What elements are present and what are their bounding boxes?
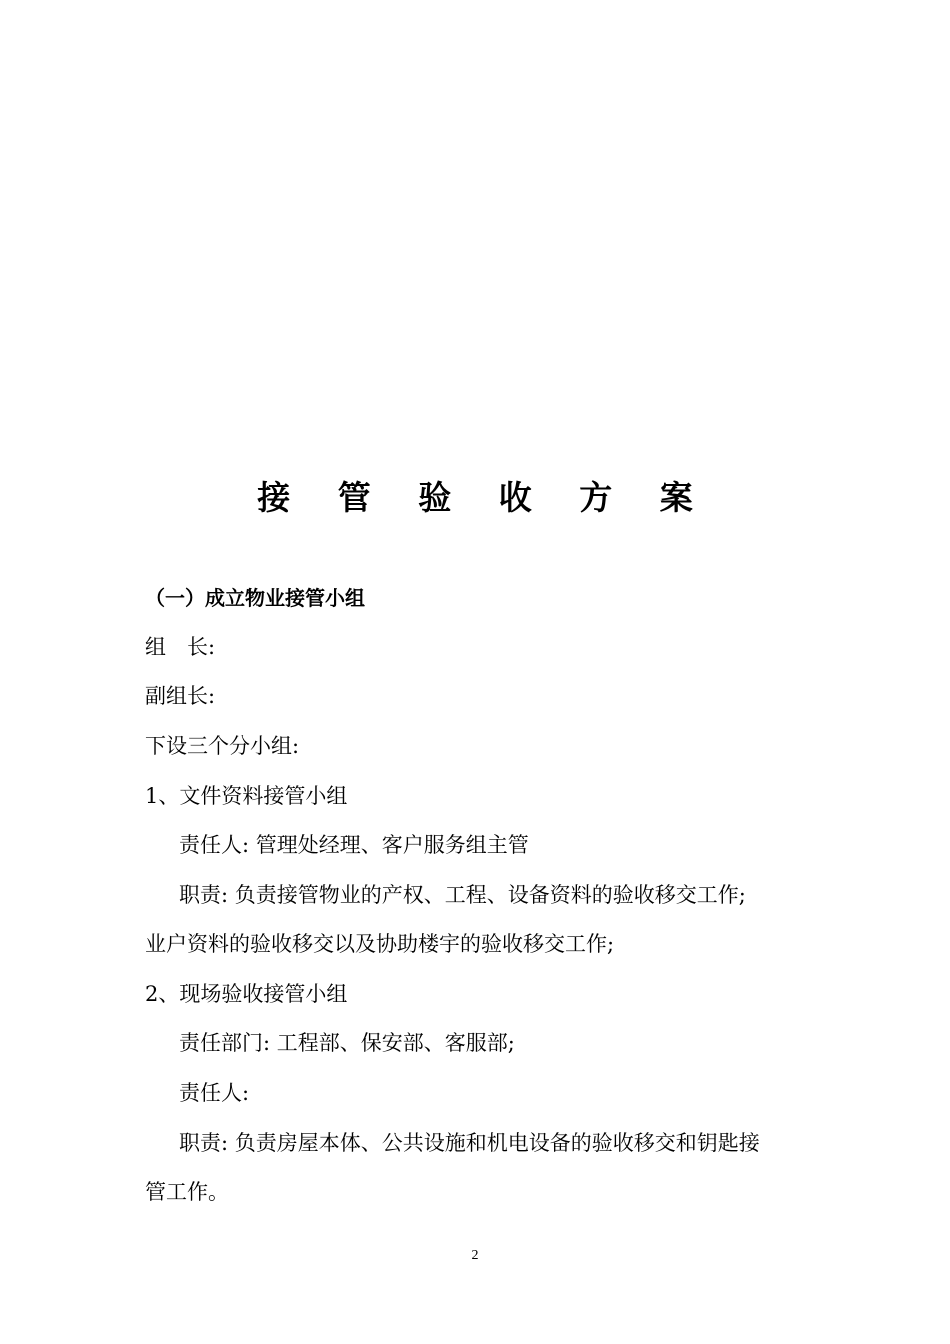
subgroup-1-responsible: 责任人: 管理处经理、客户服务组主管	[179, 833, 529, 857]
subgroup-1-duties: 职责: 负责接管物业的产权、工程、设备资料的验收移交工作;	[179, 883, 746, 907]
section-heading: （一）成立物业接管小组	[145, 586, 365, 610]
subgroups-intro-line: 下设三个分小组:	[145, 734, 300, 758]
page-number: 2	[471, 1248, 479, 1263]
subgroup-1-title: 1、文件资料接管小组	[145, 784, 348, 808]
group-leader-line: 组 长:	[145, 635, 216, 659]
subgroup-2-title: 2、现场验收接管小组	[145, 982, 348, 1006]
deputy-leader-line: 副组长:	[145, 684, 216, 708]
subgroup-2-duties-continued: 管工作。	[145, 1180, 229, 1204]
document-title: 接 管 验 收 方 案	[257, 478, 711, 517]
subgroup-2-departments: 责任部门: 工程部、保安部、客服部;	[179, 1031, 515, 1055]
subgroup-1-duties-continued: 业户资料的验收移交以及协助楼宇的验收移交工作;	[145, 932, 615, 956]
subgroup-2-duties: 职责: 负责房屋本体、公共设施和机电设备的验收移交和钥匙接	[179, 1131, 760, 1155]
subgroup-2-responsible: 责任人:	[179, 1081, 250, 1105]
